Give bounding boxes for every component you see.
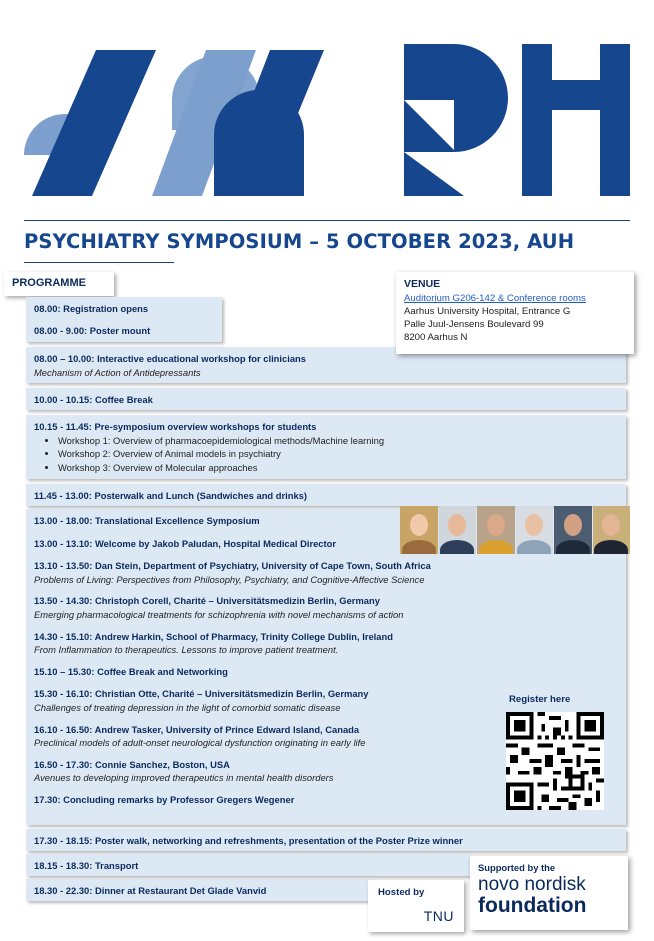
posterwalk-lunch-item: 11.45 - 13.00: Posterwalk and Lunch (Sandwiches and drinks) — [34, 490, 308, 501]
venue-line: Aarhus University Hospital, Entrance G — [404, 306, 571, 317]
talk-subtitle: Emerging pharmacological treatments for schizophrenia with novel mechanisms of action — [34, 608, 404, 620]
transport-item: 18.15 - 18.30: Transport — [34, 860, 139, 871]
speaker-photo — [516, 506, 554, 554]
workshop-item: • Workshop 3: Overview of Molecular approaches — [58, 461, 618, 475]
welcome-item: 13.00 - 13.10: Welcome by Jakob Paludan, Hospital Medical Director — [34, 537, 337, 549]
workshop-clinicians-title: 08.00 – 10.00: Interactive educational workshop for clinicians — [34, 353, 306, 364]
header-rule — [24, 220, 630, 221]
talk-subtitle: From Inflammation to therapeutics. Lessons to improve patient treatment. — [34, 644, 339, 656]
speaker-photo — [554, 506, 592, 554]
symposium-title: 13.00 - 18.00: Translational Excellence Symposium — [34, 515, 260, 526]
venue-line: 8200 Aarhus N — [404, 332, 468, 343]
speaker-photo — [439, 506, 477, 554]
programme-tab: PROGRAMME — [4, 272, 114, 296]
hosted-by-box — [368, 880, 464, 932]
pre-symposium-title: 10.15 - 11.45: Pre-symposium overview workshops for students — [34, 421, 317, 432]
coffee-networking-item: 15.10 – 15.30: Coffee Break and Networking — [34, 665, 228, 677]
title-underline — [24, 262, 174, 263]
concluding-item: 17.30: Concluding remarks by Professor Gregers Wegener — [34, 793, 295, 805]
ssph-logo — [24, 40, 632, 196]
talk-subtitle: Challenges of treating depression in the light of comorbid somatic disease — [34, 701, 341, 713]
poster-mount-item: 08.00 - 9.00: Poster mount — [34, 324, 151, 336]
registration-item: 08.00: Registration opens — [34, 303, 149, 314]
venue-link[interactable]: Auditorium G206-142 & Conference rooms — [404, 293, 586, 304]
pre-symposium-block — [26, 415, 626, 479]
talk-subtitle: Preclinical models of adult-onset neurological dysfunction originating in early life — [34, 737, 366, 749]
talk-title: 16.10 - 16.50: Andrew Tasker, University of Prince Edward Island, Canada — [34, 723, 360, 735]
talk-subtitle: Problems of Living: Perspectives from Philosophy, Psychiatry, and Cognitive-Affective Science — [34, 573, 425, 585]
talk-title: 13.10 - 13.50: Dan Stein, Department of Psychiatry, University of Cape Town, South Africa — [34, 560, 431, 572]
workshop-list — [34, 434, 618, 475]
hosted-by-label: Hosted by — [378, 887, 425, 898]
registration-block — [26, 297, 222, 342]
talk-subtitle: Avenues to developing improved therapeutics in mental health disorders — [34, 772, 334, 784]
dinner-block — [26, 879, 371, 901]
venue-title: VENUE — [404, 278, 441, 290]
speaker-photo — [593, 506, 631, 554]
posterwalk-lunch-block — [26, 484, 626, 506]
sponsor-label: Supported by the — [478, 862, 556, 873]
transport-block — [26, 854, 471, 876]
speaker-photo — [400, 506, 438, 554]
speaker-photo — [477, 506, 515, 554]
speaker-photos — [400, 506, 630, 554]
sponsor-name-line2: foundation — [478, 894, 587, 917]
talk-title: 13.50 - 14.30: Christoph Corell, Charité – Universitätsmedizin Berlin, Germany — [34, 595, 380, 607]
workshop-clinicians-subtitle: Mechanism of Action of Antidepressants — [34, 366, 201, 378]
coffee-break-item: 10.00 - 10.15: Coffee Break — [34, 394, 153, 405]
register-label: Register here — [509, 694, 571, 705]
poster-walk-block — [26, 829, 626, 851]
venue-box — [396, 272, 634, 354]
talk-title: 14.30 - 15.10: Andrew Harkin, School of Pharmacy, Trinity College Dublin, Ireland — [34, 630, 393, 642]
sponsor-name-line1: novo nordisk — [478, 874, 586, 895]
talk-title: 16.50 - 17.30: Connie Sanchez, Boston, USA — [34, 758, 230, 770]
talk-title: 15.30 - 16.10: Christian Otte, Charité – Universitätsmedizin Berlin, Germany — [34, 688, 369, 700]
tnu-logo: TNU — [423, 908, 454, 924]
sponsor-box — [470, 856, 628, 930]
venue-line: Palle Juul-Jensens Boulevard 99 — [404, 319, 544, 330]
workshop-item: • Workshop 2: Overview of Animal models in psychiatry — [58, 447, 618, 461]
dinner-item: 18.30 - 22.30: Dinner at Restaurant Det Glade Vanvid — [34, 885, 267, 896]
register-qr-code[interactable] — [505, 712, 605, 810]
coffee-break-block — [26, 388, 626, 410]
page-title: PSYCHIATRY SYMPOSIUM – 5 OCTOBER 2023, AUH — [24, 230, 575, 253]
poster-walk-item: 17.30 - 18.15: Poster walk, networking and refreshments, presentation of the Poster Prize winner — [34, 835, 463, 846]
workshop-item: • Workshop 1: Overview of pharmacoepidemiological methods/Machine learning — [58, 434, 618, 448]
